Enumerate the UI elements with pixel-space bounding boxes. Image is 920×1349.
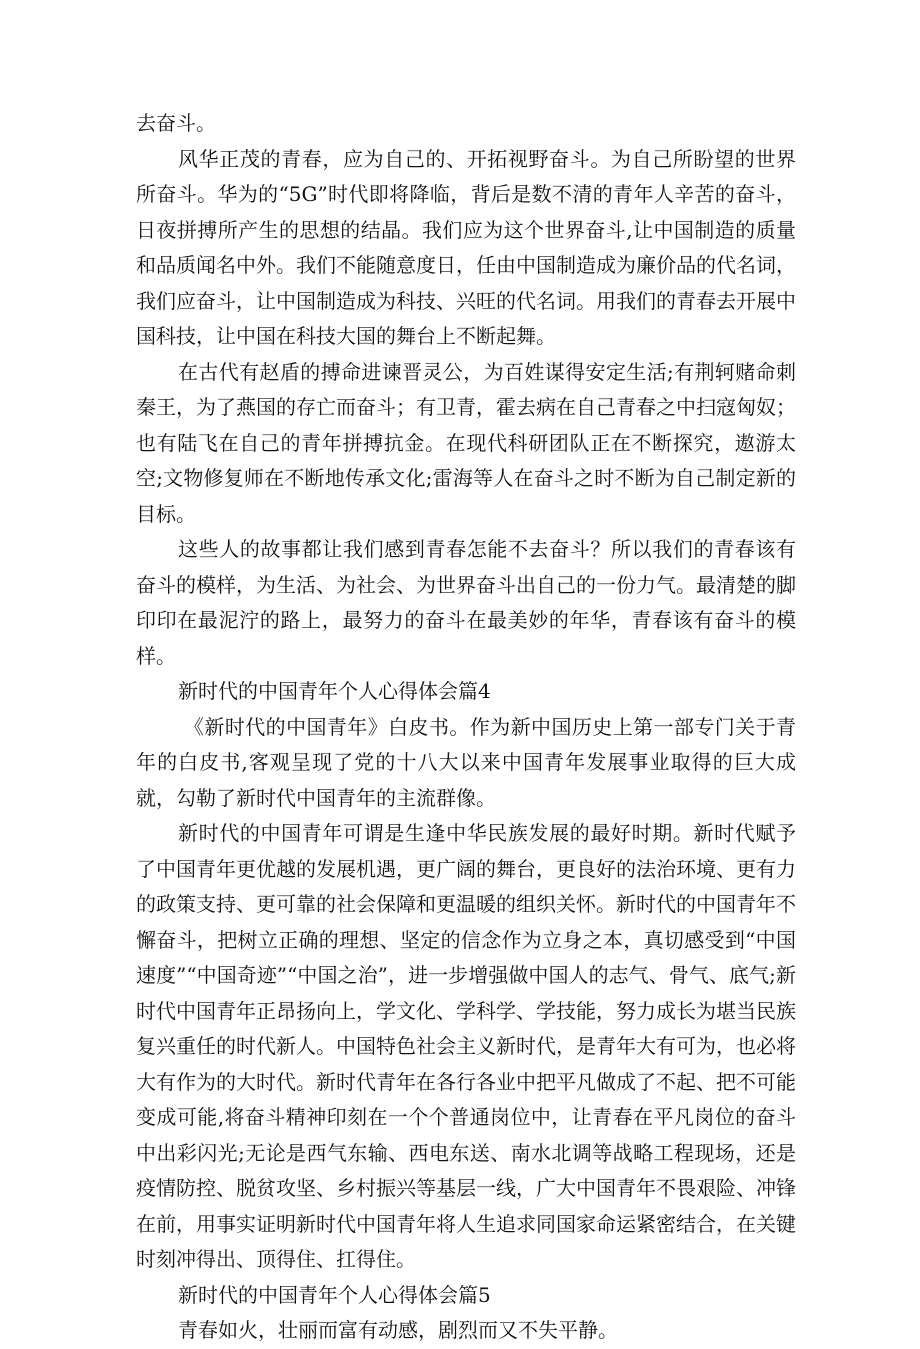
paragraph-white-paper: 《新时代的中国青年》白皮书。作为新中国历史上第一部专门关于青年的白皮书,客观呈现了党的十八大以来中国青年发展事业取得的巨大成就，勾勒了新时代中国青年的主流群像。 — [136, 714, 796, 810]
section-heading-4: 新时代的中国青年个人心得体会篇4 — [178, 679, 491, 703]
paragraph-new-era-youth: 新时代的中国青年可谓是生逢中华民族发展的最好时期。新时代赋予了中国青年更优越的发展机遇，更广阔的舞台，更良好的法治环境、更有力的政策支持、更可靠的社会保障和更温暖的组织关怀。新时代的中国青年不懈奋斗，把树立正确的理想、坚定的信念作为立身之本，真切感受到“中国速度”“中国奇迹”“中国之治”，进一步增强做中国人的志气、骨气、底气;新时代中国青年正昂扬向上，学文化、学科学、学技能，努力成长为堪当民族复兴重任的时代新人。中国特色社会主义新时代，是青年大有可为，也必将大有作为的大时代。新时代青年在各行各业中把平凡做成了不起、把不可能变成可能,将奋斗精神印刻在一个个普通岗位中，让青春在平凡岗位的奋斗中出彩闪光;无论是西气东输、西电东送、南水北调等战略工程现场，还是疫情防控、脱贫攻坚、乡村振兴等基层一线，广大中国青年不畏艰险、冲锋在前，用事实证明新时代中国青年将人生追求同国家命运紧密结合，在关键时刻冲得出、顶得住、扛得住。 — [136, 821, 796, 1271]
document-page — [136, 106, 796, 1349]
paragraph-historical-figures: 在古代有赵盾的搏命进谏晋灵公，为百姓谋得安定生活;有荆轲赌命刺秦王，为了燕国的存亡而奋斗；有卫青，霍去病在自己青春之中扫寇匈奴；也有陆飞在自己的青年拼搏抗金。在现代科研团队正在不断探究，遨游太空;文物修复师在不断地传承文化;雷海等人在奋斗之时不断为自己制定新的目标。 — [136, 359, 796, 526]
paragraph-youth-fire: 青春如火，壮丽而富有动感，剧烈而又不失平静。 — [178, 1318, 618, 1342]
paragraph-youth-vision: 风华正茂的青春，应为自己的、开拓视野奋斗。为自己所盼望的世界所奋斗。华为的“5G”时代即将降临，背后是数不清的青年人辛苦的奋斗，日夜拼搏所产生的思想的结晶。我们应为这个世界奋斗,让中国制造的质量和品质闻名中外。我们不能随意度日，任由中国制造成为廉价品的代名词，我们应奋斗，让中国制造成为科技、兴旺的代名词。用我们的青春去开展中国科技，让中国在科技大国的舞台上不断起舞。 — [136, 146, 796, 348]
paragraph-youth-struggle: 这些人的故事都让我们感到青春怎能不去奋斗？所以我们的青春该有奋斗的模样，为生活、为社会、为世界奋斗出自己的一份力气。最清楚的脚印印在最泥泞的路上，最努力的奋斗在最美妙的年华，青春该有奋斗的模样。 — [136, 537, 796, 668]
paragraph-continuation: 去奋斗。 — [136, 111, 216, 135]
section-heading-5: 新时代的中国青年个人心得体会篇5 — [178, 1282, 491, 1307]
